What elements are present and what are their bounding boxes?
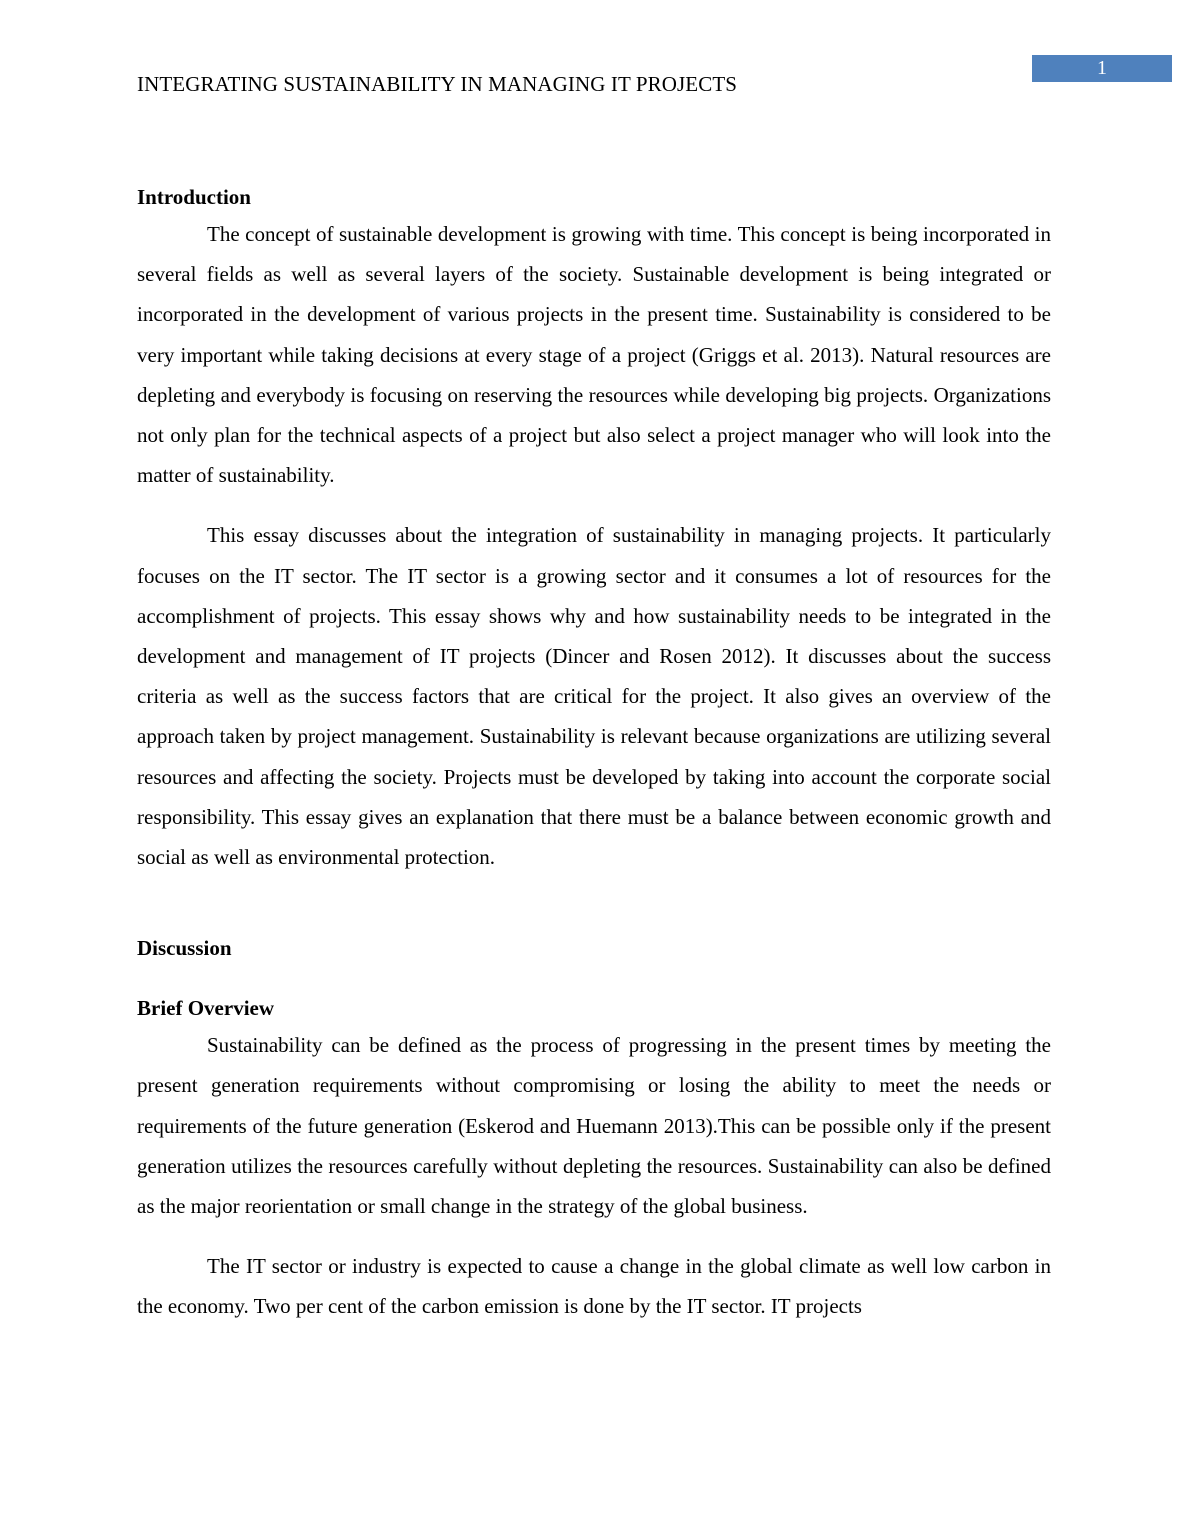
page-number: 1 bbox=[1032, 55, 1172, 82]
brief-overview-heading: Brief Overview bbox=[137, 996, 275, 1021]
running-head: INTEGRATING SUSTAINABILITY IN MANAGING IT PROJECTS bbox=[137, 72, 738, 96]
introduction-paragraph-1: The concept of sustainable development is growing with time. This concept is being incorporated in several fields as well as several layers of the society. Sustainable development is being integrated or incorporated in the development of various projects in the present time. Sustainability is considered to be very important while taking decisions at every stage of a project (Griggs et al. 2013). Natural resources are depleting and everybody is focusing on reserving the resources while developing big projects. Organizations not only plan for the technical aspects of a project but also select a project manager who will look into the matter of sustainability. bbox=[137, 222, 1051, 488]
introduction-paragraph-2: This essay discusses about the integration of sustainability in managing projects. It particularly focuses on the IT sector. The IT sector is a growing sector and it consumes a lot of resources for the accomplishment of projects. This essay shows why and how sustainability needs to be integrated in the development and management of IT projects (Dincer and Rosen 2012). It discusses about the success criteria as well as the success factors that are critical for the project. It also gives an overview of the approach taken by project management. Sustainability is relevant because organizations are utilizing several resources and affecting the society. Projects must be developed by taking into account the corporate social responsibility. This essay gives an explanation that there must be a balance between economic growth and social as well as environmental protection. bbox=[137, 523, 1051, 870]
document-body bbox=[137, 180, 1051, 1327]
brief-overview-paragraph-1: Sustainability can be defined as the process of progressing in the present times by meeting the present generation requirements without compromising or losing the ability to meet the needs or requirements of the future generation (Eskerod and Huemann 2013).This can be possible only if the present generation utilizes the resources carefully without depleting the resources. Sustainability can also be defined as the major reorientation or small change in the strategy of the global business. bbox=[137, 1033, 1051, 1219]
introduction-heading: Introduction bbox=[137, 185, 251, 209]
brief-overview-paragraph-2: The IT sector or industry is expected to cause a change in the global climate as well low carbon in the economy. Two per cent of the carbon emission is done by the IT sector. IT projects bbox=[137, 1254, 1051, 1319]
discussion-heading: Discussion bbox=[137, 936, 232, 961]
